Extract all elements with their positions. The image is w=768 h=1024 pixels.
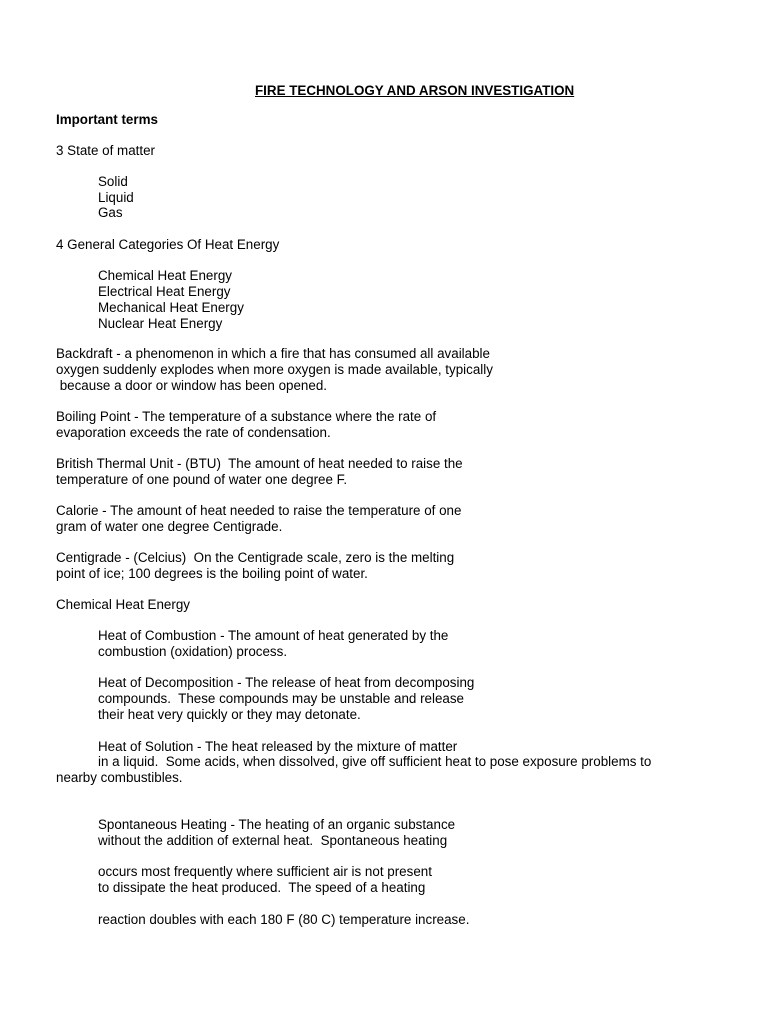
backdraft-line: because a door or window has been opened. xyxy=(56,378,327,393)
centigrade-line: Centigrade - (Celcius) On the Centigrade scale, zero is the melting xyxy=(56,550,455,565)
spontaneous-line: without the addition of external heat. Spontaneous heating xyxy=(98,833,448,848)
states-intro: 3 State of matter xyxy=(56,143,155,158)
boiling-line: evaporation exceeds the rate of condensation. xyxy=(56,425,331,440)
spontaneous-line: Spontaneous Heating - The heating of an organic substance xyxy=(98,817,456,832)
btu-line: temperature of one pound of water one degree F. xyxy=(56,472,348,487)
backdraft-line: oxygen suddenly explodes when more oxygen is made available, typically xyxy=(56,362,493,377)
state-item: Gas xyxy=(98,205,123,220)
centigrade-line: point of ice; 100 degrees is the boiling point of water. xyxy=(56,566,368,581)
heat-category-item: Mechanical Heat Energy xyxy=(98,300,244,315)
state-item: Solid xyxy=(98,174,128,189)
boiling-line: Boiling Point - The temperature of a substance where the rate of xyxy=(56,409,437,424)
calorie-line: Calorie - The amount of heat needed to raise the temperature of one xyxy=(56,503,462,518)
decomposition-line: compounds. These compounds may be unstable and release xyxy=(98,691,464,706)
state-item: Liquid xyxy=(98,190,134,205)
heat-intro: 4 General Categories Of Heat Energy xyxy=(56,237,280,252)
heat-category-item: Chemical Heat Energy xyxy=(98,268,232,283)
decomposition-line: their heat very quickly or they may detonate. xyxy=(98,707,361,722)
chemical-heading: Chemical Heat Energy xyxy=(56,597,190,612)
btu-line: British Thermal Unit - (BTU) The amount of heat needed to raise the xyxy=(56,456,463,471)
solution-line: in a liquid. Some acids, when dissolved, give off sufficient heat to pose exposure problems to xyxy=(98,754,652,769)
combustion-line: combustion (oxidation) process. xyxy=(98,644,288,659)
calorie-line: gram of water one degree Centigrade. xyxy=(56,519,283,534)
combustion-line: Heat of Combustion - The amount of heat generated by the xyxy=(98,628,449,643)
backdraft-line: Backdraft - a phenomenon in which a fire that has consumed all available xyxy=(56,346,490,361)
solution-line: nearby combustibles. xyxy=(56,770,183,785)
heat-category-item: Nuclear Heat Energy xyxy=(98,316,223,331)
spontaneous-line: occurs most frequently where sufficient air is not present xyxy=(98,864,432,879)
heat-category-item: Electrical Heat Energy xyxy=(98,284,231,299)
spontaneous-line: to dissipate the heat produced. The speed of a heating xyxy=(98,880,426,895)
decomposition-line: Heat of Decomposition - The release of heat from decomposing xyxy=(98,675,475,690)
spontaneous-line: reaction doubles with each 180 F (80 C) temperature increase. xyxy=(98,912,470,927)
section-heading: Important terms xyxy=(56,112,158,127)
document-title: FIRE TECHNOLOGY AND ARSON INVESTIGATION xyxy=(255,83,575,98)
solution-line: Heat of Solution - The heat released by the mixture of matter xyxy=(98,739,458,754)
